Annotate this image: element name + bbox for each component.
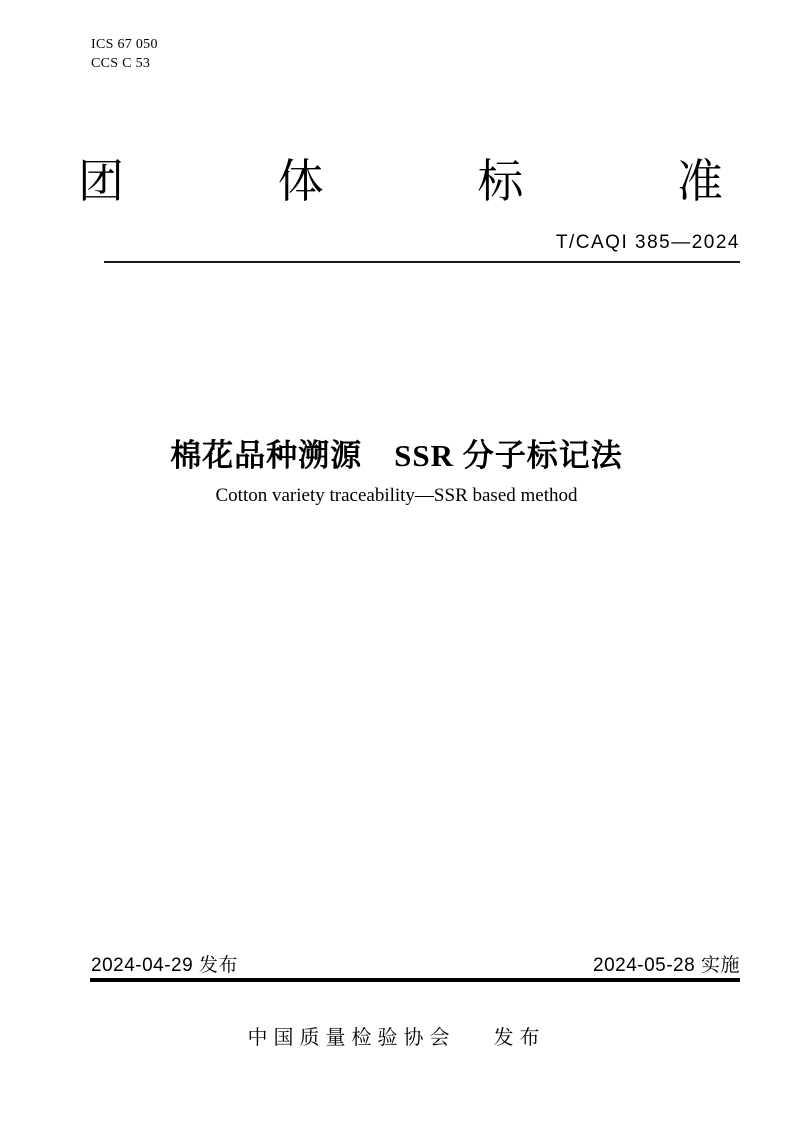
issue-date: 2024-04-29 [91,955,194,976]
doc-type-char-2: 体 [277,155,324,207]
ics-code: ICS 67 050 [91,37,158,52]
document-type-title [78,155,723,207]
main-title-english: Cotton variety traceability—SSR based method [215,485,578,506]
dates-row [91,950,740,977]
footer-rule [90,978,740,982]
issue-label: 发布 [198,955,238,976]
doc-type-char-4: 准 [676,155,723,207]
header-rule [104,261,740,263]
standard-number: T/CAQI 385—2024 [555,232,740,253]
doc-type-char-1: 团 [78,155,124,207]
implementation-label: 实施 [700,955,740,976]
main-title-chinese: 棉花品种溯源 SSR 分子标记法 [170,438,623,473]
publisher-name: 中国质量检验协会 [247,1027,456,1049]
publisher-action: 发布 [493,1027,546,1049]
issue-date-group [91,950,238,977]
ccs-code: CCS C 53 [91,55,151,71]
implementation-date: 2024-05-28 [593,955,696,976]
implementation-date-group [593,950,740,977]
classification-codes [91,36,158,74]
doc-type-char-3: 标 [477,155,524,207]
publisher-row [0,1021,793,1050]
